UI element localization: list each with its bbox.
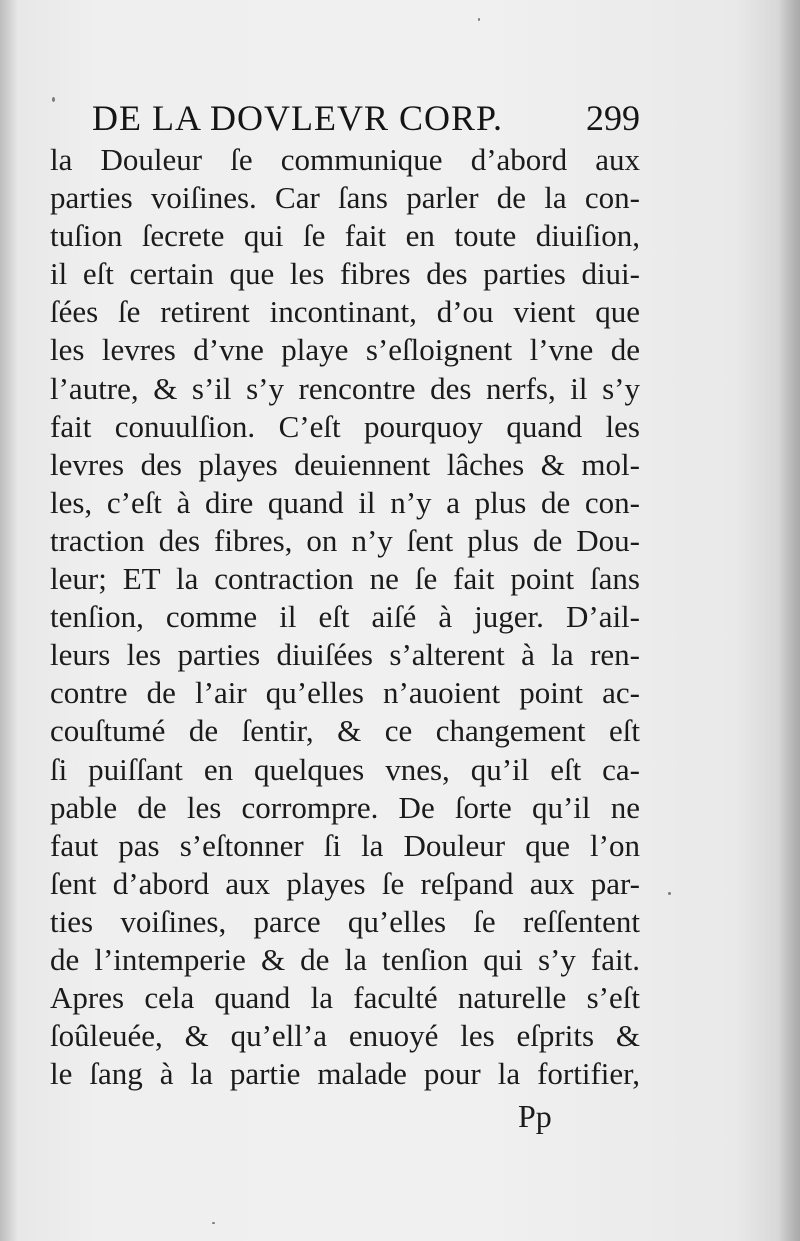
text-line: le ſang à la partie malade pour la fortifier, [50, 1056, 640, 1092]
paper-speck [212, 1222, 215, 1224]
text-line: parties voiſines. Car ſans parler de la con- [50, 180, 640, 216]
page-number: 299 [586, 98, 640, 138]
text-line: de l’intemperie & de la tenſion qui s’y fait. [50, 941, 640, 977]
text-line: les, c’eſt à dire quand il n’y a plus de con- [50, 484, 640, 520]
text-line: les levres d’vne playe s’eſloignent l’vne de [50, 332, 640, 368]
body-text [50, 141, 640, 1093]
catchword: Pp [518, 1098, 552, 1134]
text-line: il eſt certain que les fibres des parties diui- [50, 256, 640, 292]
text-line: ſées ſe retirent incontinant, d’ou vient que [50, 294, 640, 330]
text-line: couſtumé de ſentir, & ce changement eſt [50, 713, 640, 749]
running-head-title: DE LA DOVLEVR CORP. [92, 98, 504, 138]
text-line: leurs les parties diuiſées s’alterent à la ren- [50, 637, 640, 673]
text-line: Apres cela quand la faculté naturelle s’eſt [50, 980, 640, 1016]
paper-speck [478, 18, 480, 21]
paper-speck [668, 892, 671, 895]
gutter-shadow [0, 0, 18, 1241]
text-line: levres des playes deuiennent lâches & mol- [50, 446, 640, 482]
text-line: leur; ET la contraction ne ſe fait point ſans [50, 561, 640, 597]
text-line: ſoûleuée, & qu’ell’a enuoyé les eſprits & [50, 1018, 640, 1054]
text-line: ſent d’abord aux playes ſe reſpand aux par- [50, 865, 640, 901]
text-line: tuſion ſecrete qui ſe fait en toute diuiſion, [50, 218, 640, 254]
text-line: la Douleur ſe communique d’abord aux [50, 142, 640, 177]
text-line: ſi puiſſant en quelques vnes, qu’il eſt ca- [50, 751, 640, 787]
text-line: tenſion, comme il eſt aiſé à juger. D’ail- [50, 599, 640, 635]
text-line: pable de les corrompre. De ſorte qu’il ne [50, 789, 640, 825]
paper-speck [52, 97, 55, 102]
running-head [92, 94, 640, 144]
text-line: ties voiſines, parce qu’elles ſe reſſentent [50, 903, 640, 939]
text-line: traction des fibres, on n’y ſent plus de Dou- [50, 522, 640, 558]
text-line: fait conuulſion. C’eſt pourquoy quand les [50, 408, 640, 444]
text-line: faut pas s’eſtonner ſi la Douleur que l’on [50, 827, 640, 863]
text-line: l’autre, & s’il s’y rencontre des nerfs, il s’y [50, 370, 640, 406]
text-line: contre de l’air qu’elles n’auoient point ac- [50, 675, 640, 711]
page-edge-shadow [778, 0, 800, 1241]
